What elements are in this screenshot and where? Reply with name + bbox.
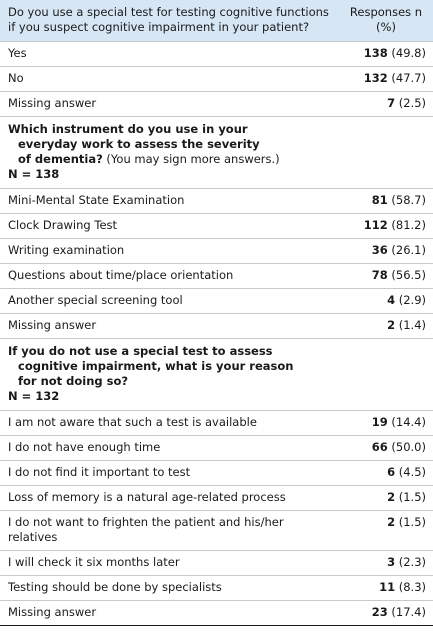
table-row bbox=[0, 92, 433, 117]
row-count: 81 bbox=[371, 193, 388, 207]
table-row bbox=[0, 264, 433, 289]
row-percent: (1.5) bbox=[398, 515, 426, 529]
row-value bbox=[335, 461, 433, 486]
row-value bbox=[335, 189, 433, 214]
row-label: Loss of memory is a natural age-related process bbox=[0, 486, 335, 511]
row-value bbox=[335, 436, 433, 461]
section-title-line: for not doing so? bbox=[18, 374, 129, 388]
section-title-wrap bbox=[8, 137, 329, 167]
row-percent: (58.7) bbox=[391, 193, 426, 207]
table-row bbox=[0, 189, 433, 214]
table-row bbox=[0, 486, 433, 511]
row-count: 7 bbox=[387, 96, 396, 110]
row-percent: (1.4) bbox=[398, 318, 426, 332]
row-value bbox=[335, 264, 433, 289]
row-value bbox=[335, 551, 433, 576]
table-row bbox=[0, 601, 433, 626]
row-label: Writing examination bbox=[0, 239, 335, 264]
row-label: Clock Drawing Test bbox=[0, 214, 335, 239]
row-value bbox=[335, 67, 433, 92]
table-row bbox=[0, 214, 433, 239]
row-count: 112 bbox=[363, 218, 388, 232]
row-value bbox=[335, 92, 433, 117]
row-label: Missing answer bbox=[0, 601, 335, 626]
row-value bbox=[335, 289, 433, 314]
row-count: 19 bbox=[371, 415, 388, 429]
row-percent: (2.9) bbox=[398, 293, 426, 307]
section-n: N = 138 bbox=[8, 167, 60, 181]
row-count: 132 bbox=[363, 71, 388, 85]
table-row bbox=[0, 289, 433, 314]
section-heading bbox=[0, 117, 335, 189]
table-header-row bbox=[0, 0, 433, 42]
section-heading-empty bbox=[335, 339, 433, 411]
table-row bbox=[0, 511, 433, 551]
row-value bbox=[335, 214, 433, 239]
row-percent: (49.8) bbox=[391, 46, 426, 60]
row-label: Missing answer bbox=[0, 314, 335, 339]
row-label: I do not find it important to test bbox=[0, 461, 335, 486]
table-row bbox=[0, 314, 433, 339]
row-percent: (1.5) bbox=[398, 490, 426, 504]
row-count: 11 bbox=[379, 580, 396, 594]
table-row bbox=[0, 461, 433, 486]
row-count: 23 bbox=[371, 605, 388, 619]
row-count: 2 bbox=[387, 318, 396, 332]
row-value bbox=[335, 601, 433, 626]
section-n: N = 132 bbox=[8, 389, 60, 403]
row-label: I do not have enough time bbox=[0, 436, 335, 461]
row-value bbox=[335, 576, 433, 601]
row-count: 66 bbox=[371, 440, 388, 454]
section-title-line: Which instrument do you use in your bbox=[8, 122, 248, 136]
row-label: I will check it six months later bbox=[0, 551, 335, 576]
row-count: 4 bbox=[387, 293, 396, 307]
row-label: Testing should be done by specialists bbox=[0, 576, 335, 601]
table-row bbox=[0, 436, 433, 461]
row-percent: (56.5) bbox=[391, 268, 426, 282]
table-row bbox=[0, 239, 433, 264]
section-title-line: everyday work to assess the severity bbox=[18, 137, 260, 151]
row-label: Questions about time/place orientation bbox=[0, 264, 335, 289]
row-percent: (26.1) bbox=[391, 243, 426, 257]
row-percent: (17.4) bbox=[391, 605, 426, 619]
section-heading bbox=[0, 339, 335, 411]
row-percent: (2.3) bbox=[398, 555, 426, 569]
row-count: 3 bbox=[387, 555, 396, 569]
row-count: 36 bbox=[371, 243, 388, 257]
row-label: Missing answer bbox=[0, 92, 335, 117]
row-label: No bbox=[0, 67, 335, 92]
row-percent: (47.7) bbox=[391, 71, 426, 85]
row-value bbox=[335, 42, 433, 67]
table-row bbox=[0, 42, 433, 67]
row-label: Another special screening tool bbox=[0, 289, 335, 314]
section-title-line: If you do not use a special test to assess bbox=[8, 344, 273, 358]
section-title-line: of dementia? bbox=[18, 152, 103, 166]
row-label: I do not want to frighten the patient and his/her relatives bbox=[0, 511, 335, 551]
header-responses: Responses n (%) bbox=[335, 0, 433, 42]
table-row bbox=[0, 551, 433, 576]
table-row bbox=[0, 411, 433, 436]
row-value bbox=[335, 314, 433, 339]
row-count: 138 bbox=[363, 46, 388, 60]
table-row bbox=[0, 576, 433, 601]
section-title-line: cognitive impairment, what is your reason bbox=[18, 359, 294, 373]
section-heading-row bbox=[0, 339, 433, 411]
section-title-wrap bbox=[8, 359, 329, 389]
row-count: 6 bbox=[387, 465, 396, 479]
section-heading-row bbox=[0, 117, 433, 189]
row-percent: (4.5) bbox=[398, 465, 426, 479]
row-percent: (2.5) bbox=[398, 96, 426, 110]
section-note: (You may sign more answers.) bbox=[102, 152, 280, 166]
row-label: Mini-Mental State Examination bbox=[0, 189, 335, 214]
row-percent: (81.2) bbox=[391, 218, 426, 232]
section-heading-empty bbox=[335, 117, 433, 189]
row-value bbox=[335, 239, 433, 264]
row-count: 2 bbox=[387, 515, 396, 529]
header-question: Do you use a special test for testing cognitive functions if you suspect cognitive impairment in your patient? bbox=[0, 0, 335, 42]
row-label: Yes bbox=[0, 42, 335, 67]
row-percent: (50.0) bbox=[391, 440, 426, 454]
row-value bbox=[335, 511, 433, 551]
row-label: I am not aware that such a test is available bbox=[0, 411, 335, 436]
table-row bbox=[0, 67, 433, 92]
row-count: 78 bbox=[371, 268, 388, 282]
row-value bbox=[335, 486, 433, 511]
row-value bbox=[335, 411, 433, 436]
row-percent: (14.4) bbox=[391, 415, 426, 429]
row-count: 2 bbox=[387, 490, 396, 504]
row-percent: (8.3) bbox=[398, 580, 426, 594]
